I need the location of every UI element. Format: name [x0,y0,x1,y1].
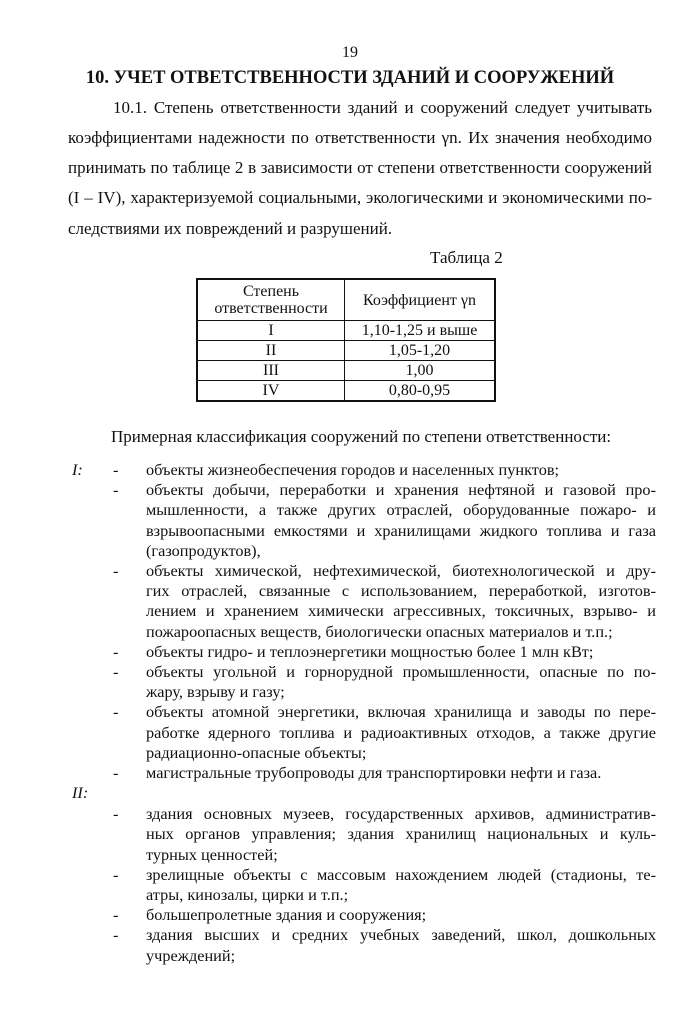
paragraph-line: принимать по таблице 2 в зависимости от степени ответственности сооружений [68,158,652,177]
group-label: I: [72,460,83,479]
table-row [197,321,495,341]
list-item-line: большепролетные здания и сооружения; [146,905,427,925]
cell-degree: II [197,341,345,361]
header-degree: Степень ответственности [197,279,345,321]
list-bullet: - [113,905,119,925]
list-bullet: - [113,561,119,580]
list-item-line: турных ценностей; [146,844,278,864]
table-row [197,361,495,381]
list-item-line: жару, взрыву и газу; [146,682,285,702]
responsibility-table [196,278,496,402]
page-number: 19 [342,44,358,61]
list-item-line: пожароопасных веществ, биологически опасных материалов и т.п.; [146,621,613,641]
list-item-line: взрывоопасными емкостями и хранилищами жидкого топлива и газа [146,520,656,540]
list-item-line: здания высших и средних учебных заведений, школ, дошкольных [146,925,656,945]
table-row [197,341,495,361]
list-item-line: атры, кинозалы, цирки и т.п.; [146,885,349,904]
cell-coefficient: 1,00 [345,361,496,381]
list-item-line: зрелищные объекты с массовым нахождением людей (стадионы, те- [146,864,656,884]
list-item-line: объекты добычи, переработки и хранения нефтяной и газовой про- [146,480,656,500]
list-item-line: объекты химической, нефтехимической, биотехнологической и дру- [146,561,656,580]
cell-coefficient: 1,05-1,20 [345,341,496,361]
section-title: 10. УЧЕТ ОТВЕТСТВЕННОСТИ ЗДАНИЙ И СООРУЖЕНИЙ [85,68,615,88]
list-bullet: - [113,702,119,722]
list-item-line: радиационно-опасные объекты; [146,742,367,762]
classification-intro: Примерная классификация сооружений по степени ответственности: [111,427,612,446]
list-item-line: объекты гидро- и теплоэнергетики мощностью более 1 млн кВт; [146,641,594,661]
list-item-line: объекты угольной и горнорудной промышленности, опасные по по- [146,662,656,681]
list-bullet: - [113,925,119,945]
list-bullet: - [113,804,119,824]
list-bullet: - [113,763,119,782]
list-bullet: - [113,641,119,661]
list-item-line: магистральные трубопроводы для транспортировки нефти и газа. [146,763,602,782]
list-item-line: здания основных музеев, государственных архивов, административ- [146,804,656,824]
list-item-line: (газопродуктов), [146,540,261,560]
list-item-line: объекты атомной энергетики, включая хранилища и заводы по пере- [146,702,656,722]
cell-coefficient: 0,80-0,95 [345,381,496,402]
list-item-line: работке ядерного топлива и радиоактивных отходов, а также другие [146,722,656,742]
list-bullet: - [113,460,119,479]
list-bullet: - [113,864,119,884]
list-bullet: - [113,662,119,681]
list-item-line: мышленности, а также других отраслей, оборудованные пожаро- и [146,500,656,520]
list-item-line: ных органов управления; здания хранилищ национальных и куль- [146,824,656,844]
paragraph-line: (I – IV), характеризуемой социальными, экологическими и экономическими по- [68,188,652,207]
paragraph-line: следствиями их повреждений и разрушений. [68,219,393,238]
cell-coefficient: 1,10-1,25 и выше [345,321,496,341]
list-item-line: объекты жизнеобеспечения городов и населенных пунктов; [146,460,560,479]
paragraph-line: 10.1. Степень ответственности зданий и сооружений следует учитывать [113,98,652,117]
table-caption: Таблица 2 [430,248,503,267]
group-label: II: [72,783,89,803]
paragraph-line: коэффициентами надежности по ответственности γn. Их значения необходимо [68,128,652,147]
list-item-line: учреждений; [146,945,236,965]
cell-degree: III [197,361,345,381]
list-item-line: лением и хранением химически агрессивных, токсичных, взрыво- и [146,601,656,621]
header-coefficient: Коэффициент γn [345,279,496,321]
list-bullet: - [113,480,119,500]
cell-degree: IV [197,381,345,402]
list-item-line: гих отраслей, связанные с использованием, переработкой, изготов- [146,581,656,601]
cell-degree: I [197,321,345,341]
table-row [197,381,495,402]
table-header-row [197,279,495,321]
